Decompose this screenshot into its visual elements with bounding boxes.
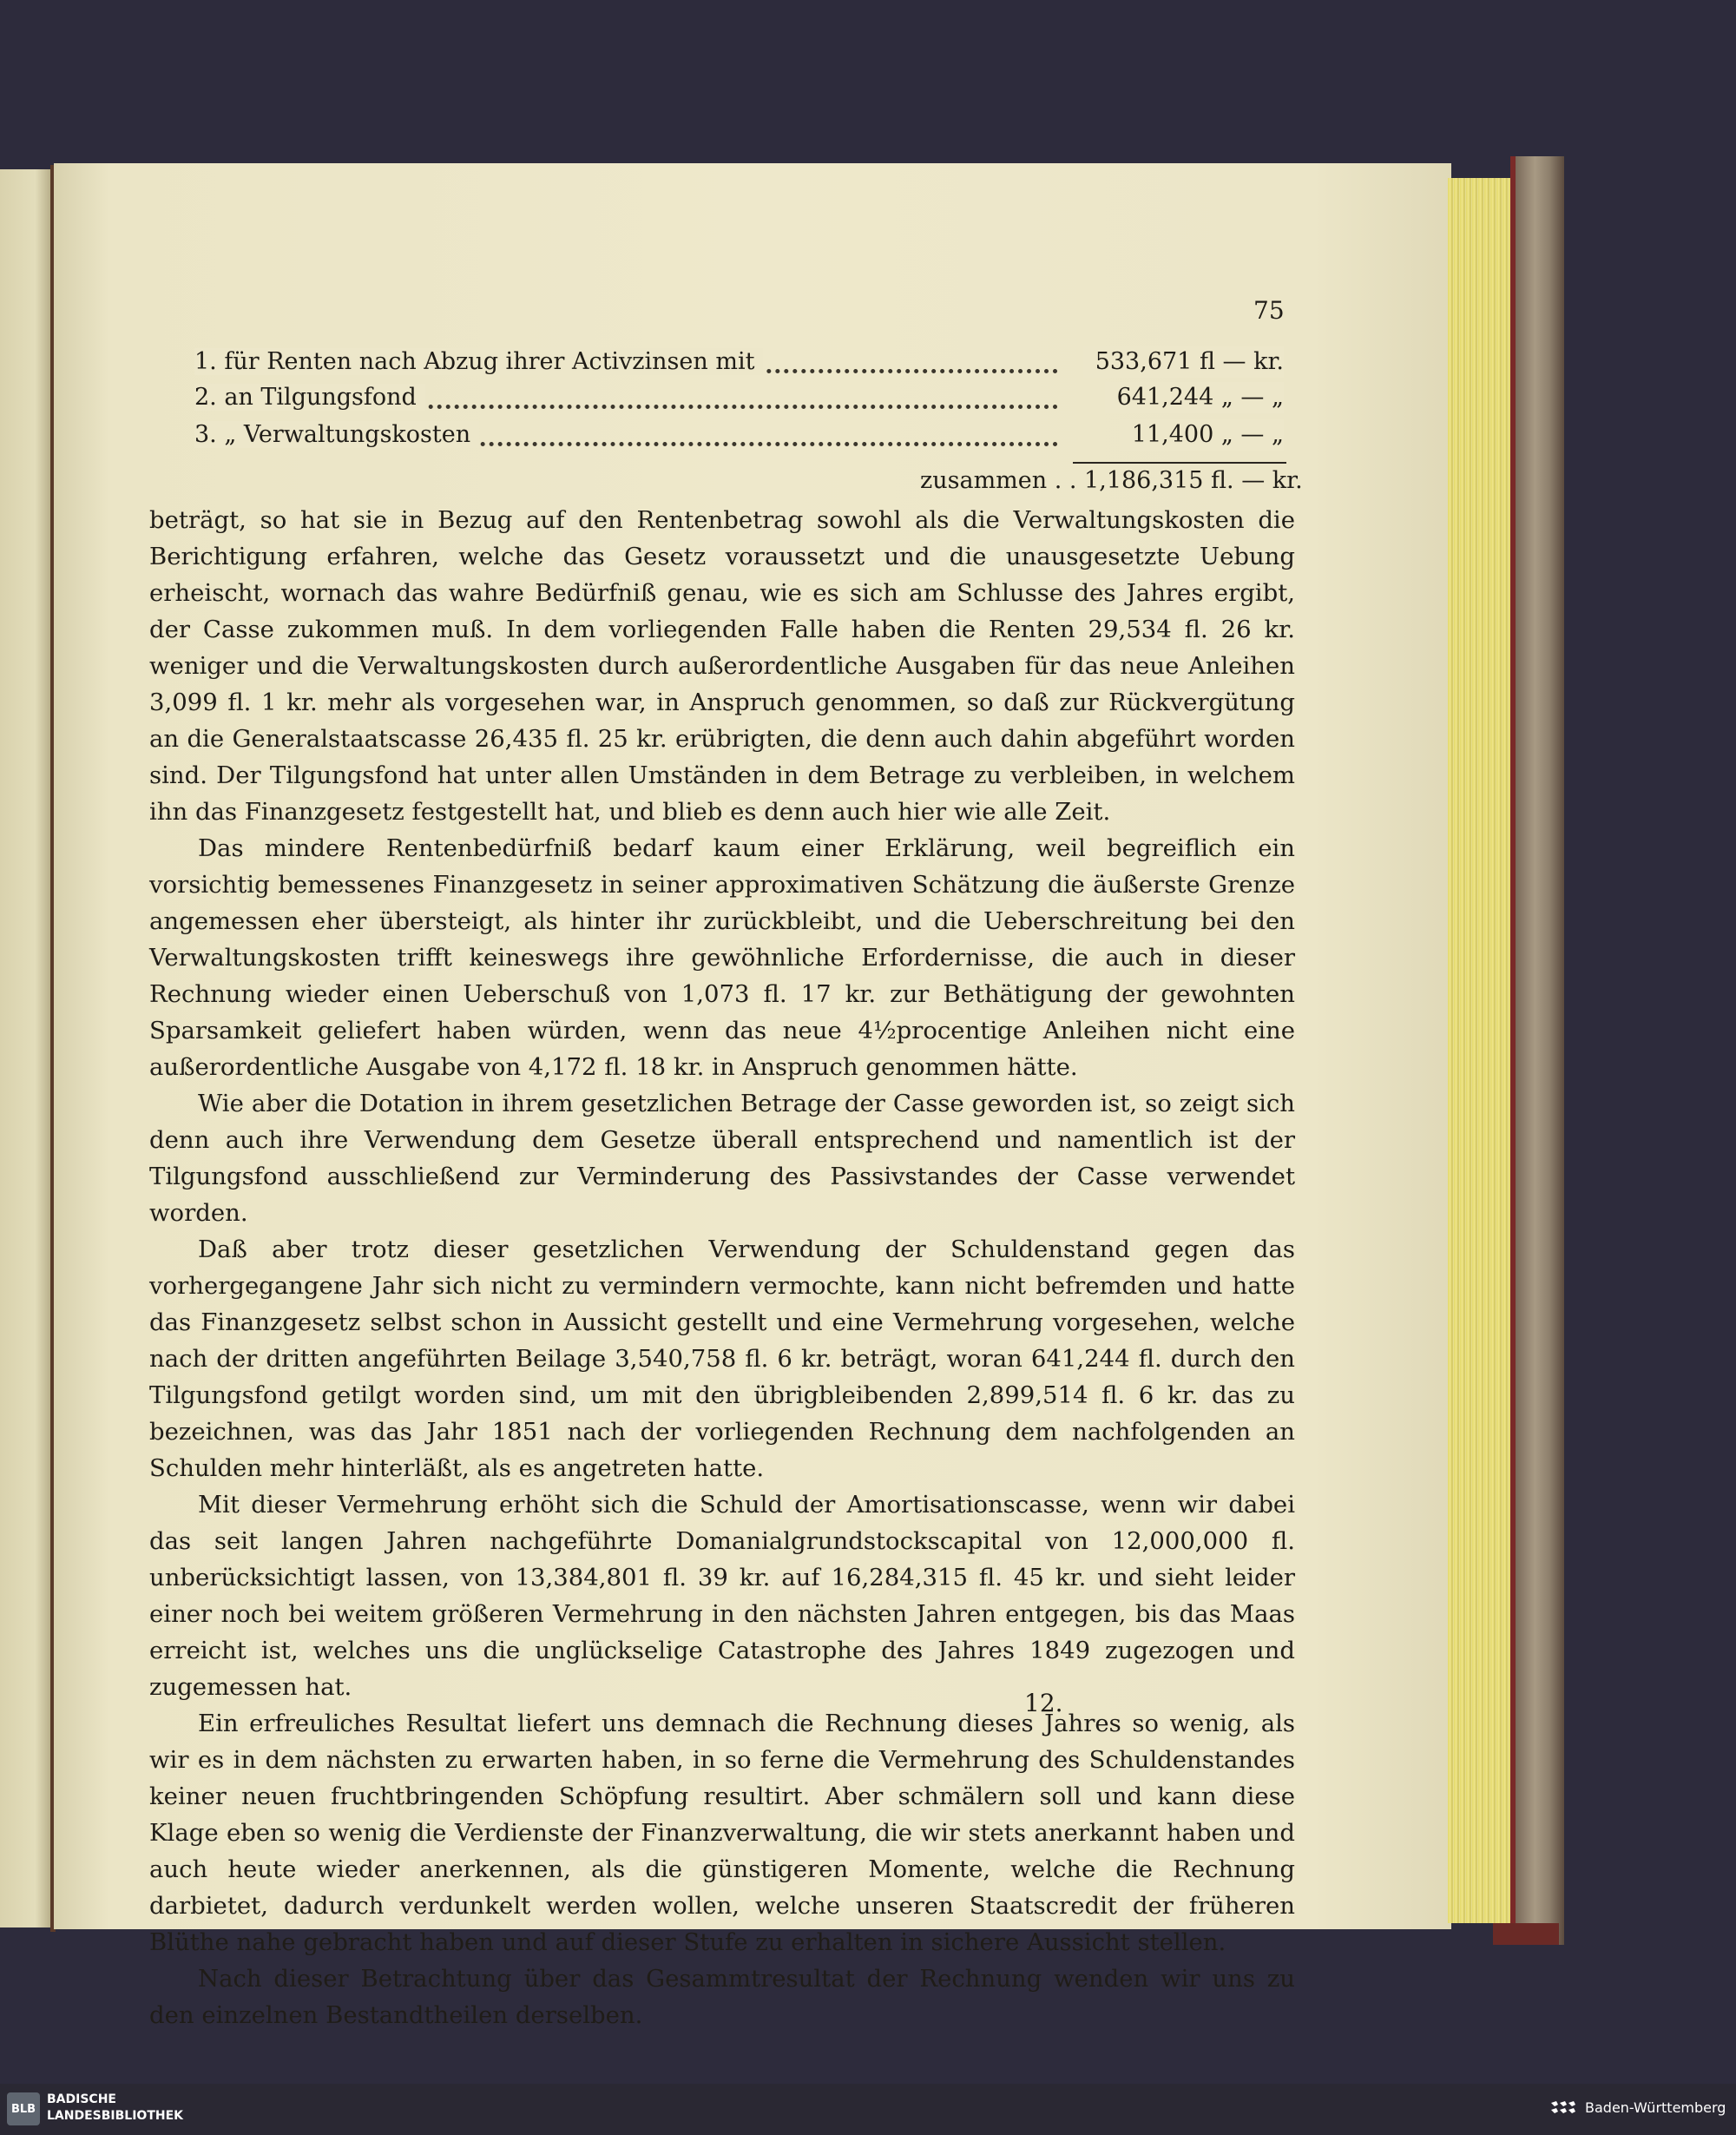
lion-crest-icon: [1549, 2098, 1579, 2119]
sum-rule: [1073, 462, 1286, 464]
page-number: 75: [1253, 296, 1285, 325]
paragraph: Wie aber die Dotation in ihrem gesetzlichen Betrage der Casse geworden ist, so zeigt sich denn auch ihre Verwendung dem Gesetze überall entsprechend und namentlich ist der Tilgungsfond ausschließend zur Verminderung des Passivstandes der Casse verwendet worden.: [149, 1090, 1295, 1227]
paragraph: Daß aber trotz dieser gesetzlichen Verwendung der Schuldenstand gegen das vorhergegangene Jahr sich nicht zu vermindern vermochte, kann nicht befremden und hatte das Finanzgesetz selbst schon in Aussicht gestellt und eine Vermehrung vorgesehen, welche nach der dritten angeführten Beilage 3,540,758 fl. 6 kr. beträgt, woran 641,244 fl. durch den Tilgungsfond getilgt worden sind, um mit den übrigbleibenden 2,899,514 fl. 6 kr. das zu bezeichnen, was das Jahr 1851 nach der vorliegenden Rechnung dem nachfolgenden an Schulden mehr hinterläßt, als es angetreten hatte.: [149, 1236, 1295, 1482]
library-name-line1: BADISCHE: [47, 2092, 116, 2106]
paragraph: Ein erfreuliches Resultat liefert uns demnach die Rechnung dieses Jahres so wenig, als wir es in dem nächsten zu erwarten haben, in so ferne die Vermehrung des Schuldenstandes keiner neuen fruchtbringenden Schöpfung resultirt. Aber schmälern soll und kann diese Klage eben so wenig die Verdienste der Finanzverwaltung, die wir stets anerkannt haben und auch heute wieder anerkennen, als die günstigeren Momente, welche die Rechnung darbietet, dadurch verdunkelt werden wollen, welche unseren Staatscredit der früheren Blüthe nahe gebracht haben und auf dieser Stufe zu erhalten in sichere Aussicht stellen.: [149, 1710, 1295, 1956]
paragraph: beträgt, so hat sie in Bezug auf den Rentenbetrag sowohl als die Verwaltungskosten die Berichtigung erfahren, welche das Gesetz voraussetzt und die unausgesetzte Uebung erheischt, wornach das wahre Bedürfniß genau, wie es sich am Schlusse des Jahres ergibt, der Casse zukommen muß. In dem vorliegenden Falle haben die Renten 29,534 fl. 26 kr. weniger und die Verwaltungskosten durch außerordentliche Ausgaben für das neue Anleihen 3,099 fl. 1 kr. mehr als vorgesehen war, in Anspruch genommen, so daß zur Rückvergütung an die Generalstaatscasse 26,435 fl. 25 kr. erübrigten, die denn auch dahin abgeführt worden sind. Der Tilgungsfond hat unter allen Umständen in dem Betrage zu verbleiben, in welchem ihn das Finanzgesetz festgestellt hat, und blieb es denn auch hier wie alle Zeit.: [149, 506, 1295, 826]
paragraph: Mit dieser Vermehrung erhöht sich die Schuld der Amortisationscasse, wenn wir dabei das seit langen Jahren nachgeführte Domanialgrundstockscapital von 12,000,000 fl. unberücksichtigt lassen, von 13,384,801 fl. 39 kr. auf 16,284,315 fl. 45 kr. und sieht leider einer noch bei weitem größeren Vermehrung in den nächsten Jahren entgegen, bis das Maas erreicht ist, welches uns die unglückselige Catastrophe des Jahres 1849 zugezogen und zugemessen hat.: [149, 1491, 1295, 1701]
left-page-edge: [0, 169, 53, 1927]
library-name-line2: LANDESBIBLIOTHEK: [47, 2109, 184, 2123]
row-amount: 11,400 „ — „: [1120, 419, 1284, 451]
book-cover-corner: [1493, 1923, 1559, 1945]
table-row: [194, 419, 1284, 454]
blb-badge-text: BLB: [10, 2102, 36, 2116]
book-cover-edge: [1510, 156, 1564, 1945]
paragraph: Das mindere Rentenbedürfniß bedarf kaum einer Erklärung, weil begreiflich ein vorsichtig bemessenes Finanzgesetz in seiner approximativen Schätzung die äußerste Grenze angemessen eher übersteigt, als hinter ihr zurückbleibt, und die Ueberschreitung bei den Verwaltungskosten trifft keineswegs ihre gewöhnliche Erfordernisse, die auch in dieser Rechnung wieder einen Ueberschuß von 1,073 fl. 17 kr. zur Bethätigung der gewohnten Sparsamkeit geliefert haben würden, wenn das neue 4½procentige Anleihen nicht eine außerordentliche Ausgabe von 4,172 fl. 18 kr. in Anspruch genommen hätte.: [149, 834, 1295, 1081]
blb-logo[interactable]: [7, 2092, 40, 2125]
state-label[interactable]: Baden-Württemberg: [1585, 2099, 1726, 2116]
page-block-edge: [1448, 178, 1516, 1923]
table-row: [194, 346, 1284, 381]
table-total: zusammen . . 1,186,315 fl. — kr.: [920, 467, 1303, 494]
table-row: [194, 382, 1284, 417]
row-label: 2. an Tilgungsfond: [194, 384, 425, 411]
body-text: [149, 502, 1295, 2033]
footer-bar: [0, 2084, 1736, 2135]
row-label: 3. „ Verwaltungskosten: [194, 421, 479, 448]
paragraph: Nach dieser Betrachtung über das Gesammtresultat der Rechnung wenden wir uns zu den einzelnen Bestandtheilen derselben.: [149, 1965, 1295, 2029]
signature-mark: 12.: [1024, 1689, 1063, 1717]
row-amount: 533,671 fl — kr.: [1083, 346, 1284, 378]
library-name[interactable]: [47, 2092, 183, 2125]
row-label: 1. für Renten nach Abzug ihrer Activzinsen mit: [194, 348, 763, 375]
row-amount: 641,244 „ — „: [1105, 382, 1284, 413]
